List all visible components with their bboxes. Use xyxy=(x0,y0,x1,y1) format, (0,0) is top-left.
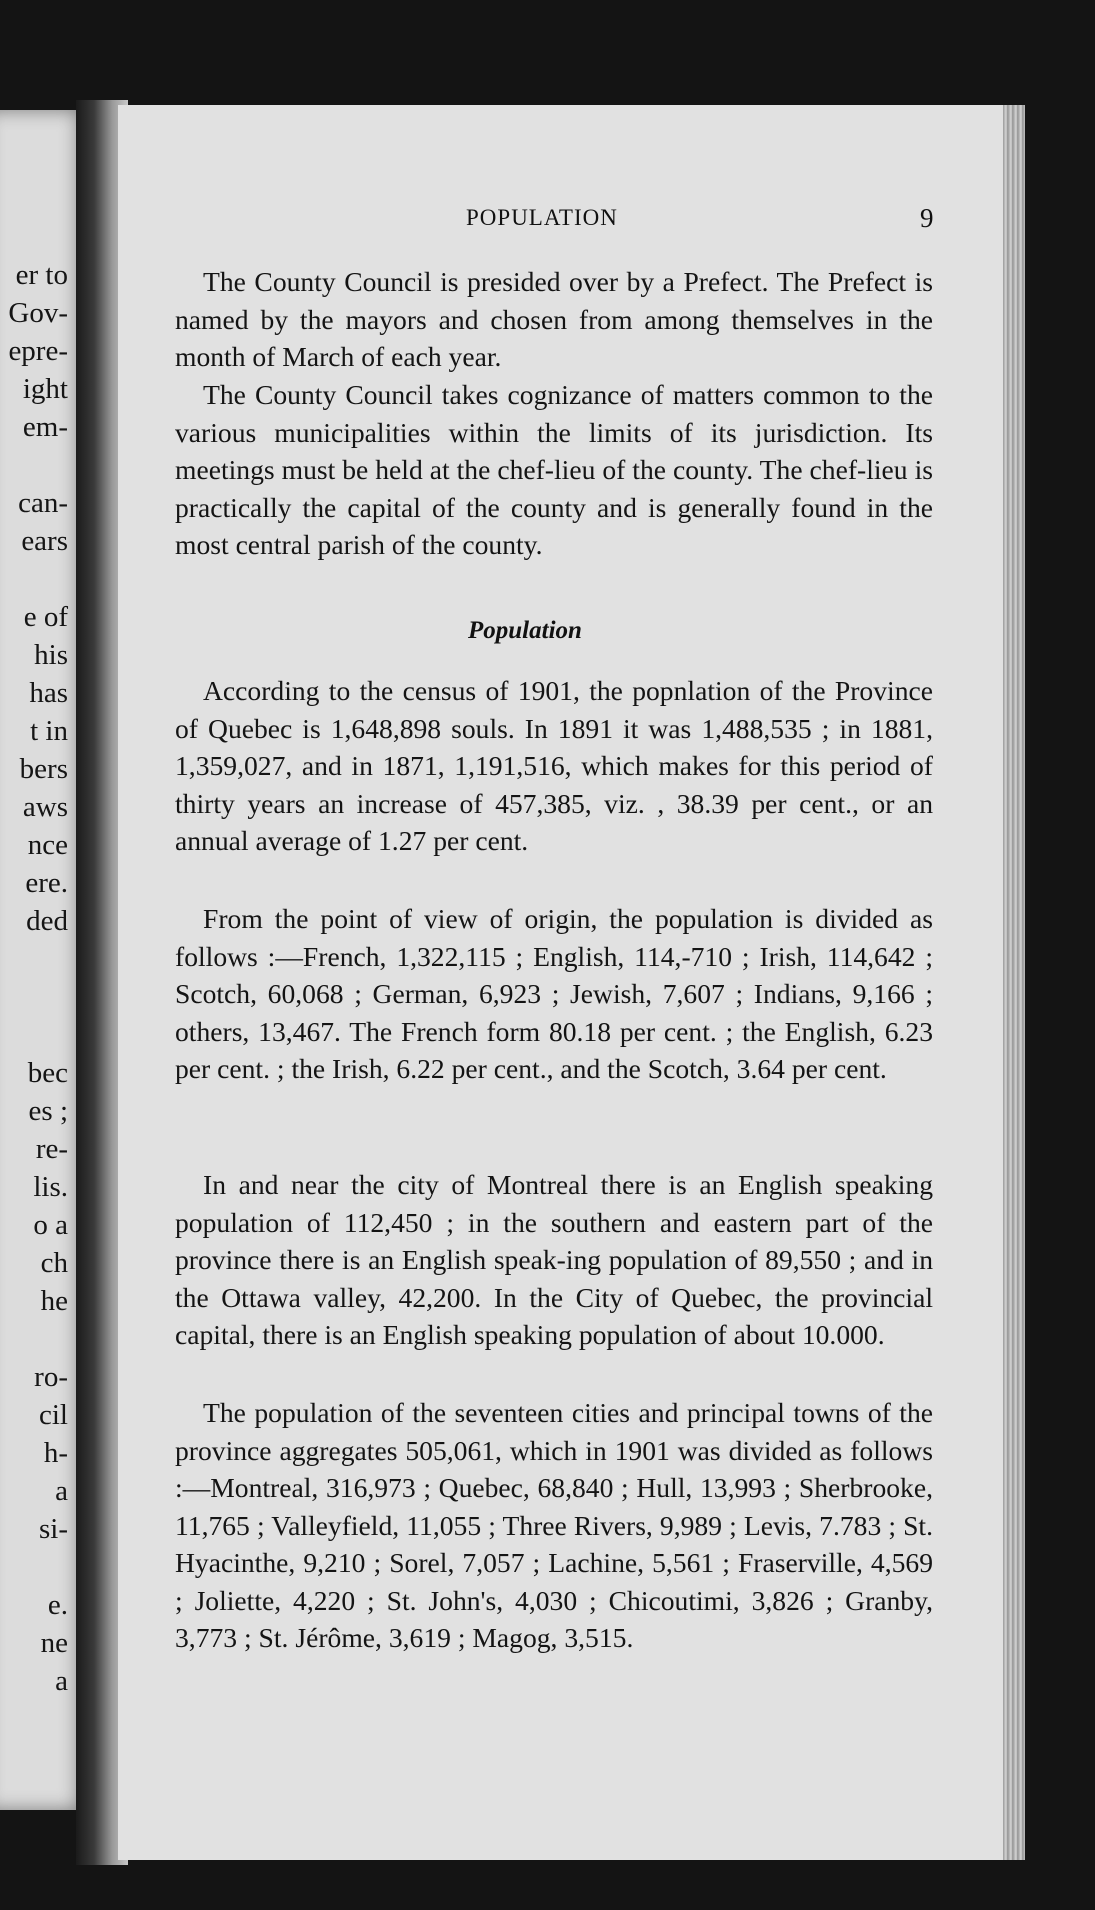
paragraph-english-speaking: In and near the city of Montreal there is an English speaking population of 112,450 ; in the southern and eastern part of the province there is an English speak-ing population of 89,550 ; and in the Ottawa valley, 42,200. In the City of Quebec, the provincial capital, there is an English speaking population of about 10.000. xyxy=(175,1169,933,1350)
left-page-fragment: ch xyxy=(40,1247,68,1279)
left-page-fragment: ne xyxy=(40,1627,68,1659)
paragraph-cities: The population of the seventeen cities and principal towns of the province aggregates 505,061, which in 1901 was divided as follows :—Montreal, 316,973 ; Quebec, 68,840 ; Hull, 13,993 ; Sherbrooke, 11,765 ; Valleyfield, 11,055 ; Three Rivers, 9,989 ; Levis, 7.783 ; St. Hyacinthe, 9,210 ; Sorel, 7,057 ; Lachine, 5,561 ; Fraserville, 4,569 ; Joliette, 4,220 ; St. John's, 4,030 ; Chicoutimi, 3,826 ; Granby, 3,773 ; St. Jérôme, 3,619 ; Magog, 3,515. xyxy=(175,1397,933,1653)
left-page-fragment: t in xyxy=(30,715,68,747)
left-page-fragment: re- xyxy=(35,1133,68,1165)
paragraph-origin: From the point of view of origin, the population is divided as follows :—French, 1,322,115 ; English, 114,-710 ; Irish, 114,642 ; Scotch, 60,068 ; German, 6,923 ; Jewish, 7,607 ; Indians, 9,166 ; others, 13,467. The French form 80.18 per cent. ; the English, 6.23 per cent. ; the Irish, 6.22 per cent., and the Scotch, 3.64 per cent. xyxy=(175,903,933,1084)
left-page-fragment: bers xyxy=(19,753,68,785)
left-page-fragment: ere. xyxy=(25,867,68,899)
left-page-fragment: nce xyxy=(27,829,68,861)
paragraph-prefect: The County Council is presided over by a Prefect. The Prefect is named by the mayors and chosen from among themselves in the month of March of each year. xyxy=(175,266,933,372)
page-edge xyxy=(1003,105,1025,1860)
left-page-fragment: ro- xyxy=(34,1361,68,1393)
left-page-fragment: bec xyxy=(27,1057,68,1089)
left-page-fragment: a xyxy=(55,1475,68,1507)
left-page-fragment: e. xyxy=(47,1589,68,1621)
left-page-fragment: can- xyxy=(18,487,68,519)
left-page-fragment: epre- xyxy=(8,335,68,367)
paragraph-county-council: The County Council takes cognizance of matters common to the various municipalities within the limits of its jurisdiction. Its meetings must be held at the chef-lieu of the county. The chef-lieu is practically the capital of the county and is generally found in the most central parish of the county. xyxy=(175,379,933,560)
left-page-fragment: aws xyxy=(22,791,68,823)
paragraph-census: According to the census of 1901, the popnlation of the Province of Quebec is 1,648,898 souls. In 1891 it was 1,488,535 ; in 1881, 1,359,027, and in 1871, 1,191,516, which makes for this period of thirty years an increase of 457,385, viz. , 38.39 per cent., or an annual average of 1.27 per cent. xyxy=(175,675,933,856)
left-page-fragment: es ; xyxy=(28,1095,68,1127)
left-page-fragment: ded xyxy=(26,905,68,937)
left-page-fragment: em- xyxy=(22,411,68,443)
left-page-fragment: has xyxy=(29,677,68,709)
left-page-fragment: er to xyxy=(15,259,68,291)
left-page-fragment: ears xyxy=(21,525,68,557)
left-page-fragment: lis. xyxy=(33,1171,68,1203)
running-head: POPULATION xyxy=(466,205,618,230)
left-page-fragment: his xyxy=(34,639,68,671)
left-page-fragment: cil xyxy=(39,1399,68,1431)
left-page-fragment: si- xyxy=(39,1513,68,1545)
left-page-fragment: o a xyxy=(33,1209,68,1241)
page-number: 9 xyxy=(920,203,934,233)
left-page-fragment: he xyxy=(40,1285,68,1317)
left-page-fragment: Gov- xyxy=(8,297,68,329)
left-page-fragment: e of xyxy=(23,601,68,633)
left-page-fragment: ight xyxy=(22,373,68,405)
section-heading: Population xyxy=(468,617,582,644)
left-page-fragment: a xyxy=(55,1665,68,1697)
left-page-fragment: h- xyxy=(43,1437,68,1469)
